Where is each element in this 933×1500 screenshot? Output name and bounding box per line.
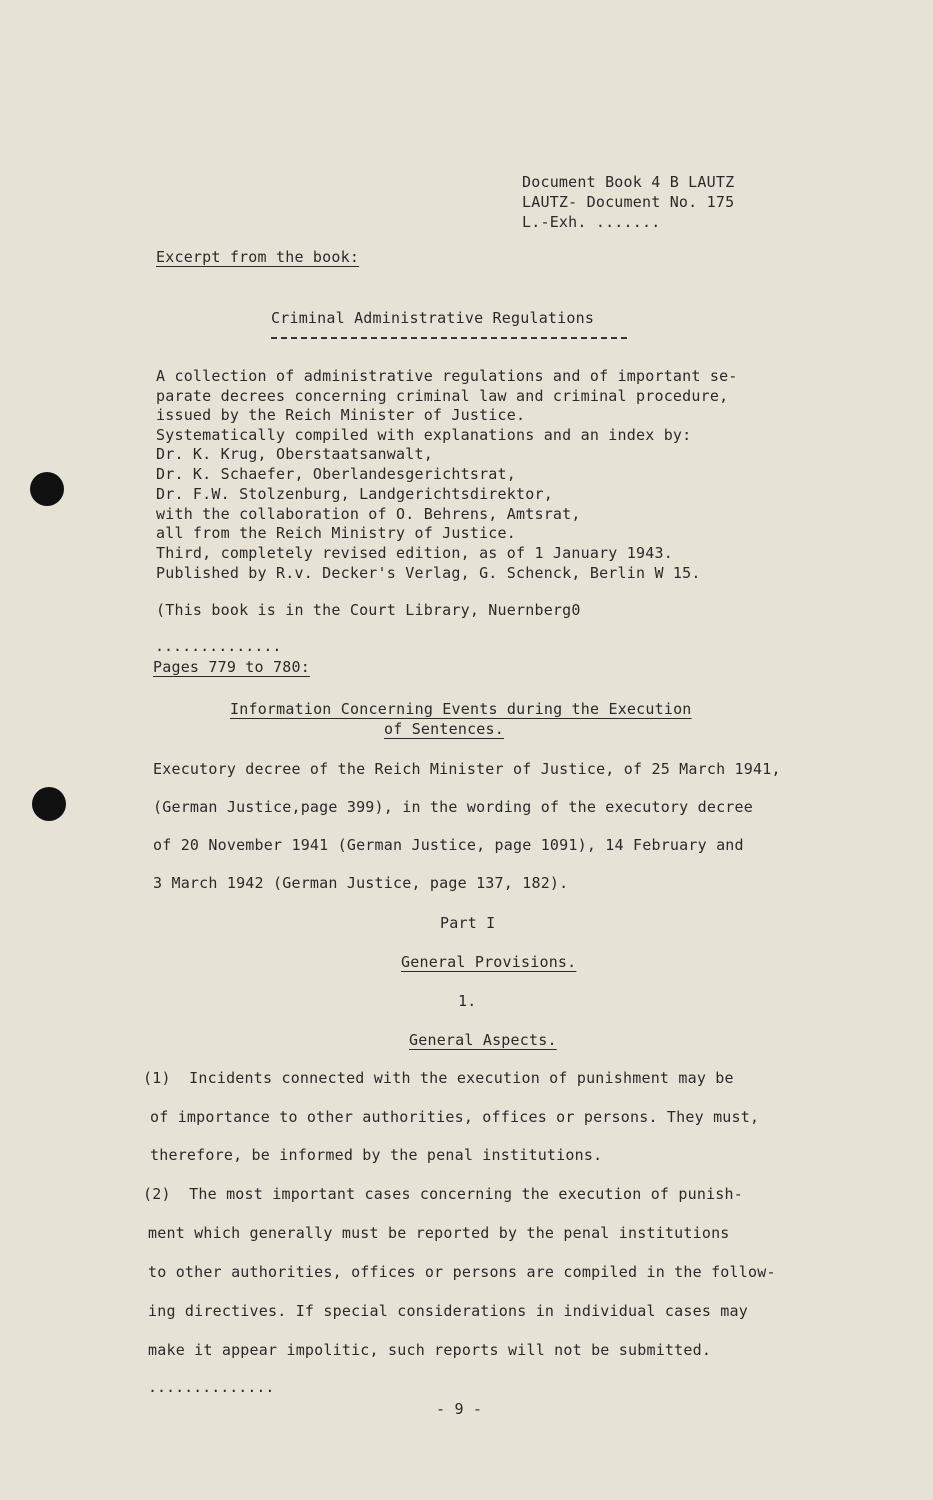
paragraph-line: ment which generally must be reported by the penal institutions xyxy=(148,1224,730,1242)
decree-line: of 20 November 1941 (German Justice, page 1091), 14 February and xyxy=(153,836,744,854)
book-title: Criminal Administrative Regulations xyxy=(271,309,595,327)
section-number: 1. xyxy=(458,992,477,1010)
part-heading: Part I xyxy=(440,914,496,932)
book-line: Systematically compiled with explanations and an index by: xyxy=(156,426,692,444)
paragraph-line: of importance to other authorities, offices or persons. They must, xyxy=(150,1108,760,1126)
title-dashed-rule xyxy=(271,337,627,339)
decree-line: (German Justice,page 399), in the wording of the executory decree xyxy=(153,798,753,816)
general-aspects-heading: General Aspects. xyxy=(409,1031,557,1049)
separator-dots: .............. xyxy=(155,637,282,655)
book-line: issued by the Reich Minister of Justice. xyxy=(156,406,526,424)
book-line: with the collaboration of O. Behrens, Amtsrat, xyxy=(156,505,581,523)
header-line-3: L.-Exh. ....... xyxy=(522,213,661,231)
section-title-line-1: Information Concerning Events during the Execution xyxy=(230,700,692,718)
general-provisions-heading: General Provisions. xyxy=(401,953,577,971)
paragraph-line: ing directives. If special considerations in individual cases may xyxy=(148,1302,748,1320)
header-line-1: Document Book 4 B LAUTZ xyxy=(522,173,735,191)
book-line: all from the Reich Ministry of Justice. xyxy=(156,524,516,542)
book-line: Published by R.v. Decker's Verlag, G. Schenck, Berlin W 15. xyxy=(156,564,701,582)
book-line: Dr. F.W. Stolzenburg, Landgerichtsdirektor, xyxy=(156,485,553,503)
pages-label: Pages 779 to 780: xyxy=(153,658,310,676)
punch-hole-bottom xyxy=(32,787,66,821)
paragraph-line: (1) Incidents connected with the execution of punishment may be xyxy=(143,1069,734,1087)
book-line: Dr. K. Krug, Oberstaatsanwalt, xyxy=(156,445,433,463)
decree-line: 3 March 1942 (German Justice, page 137, 182). xyxy=(153,874,569,892)
header-line-2: LAUTZ- Document No. 175 xyxy=(522,193,735,211)
page-number: - 9 - xyxy=(436,1400,483,1418)
paragraph-line: therefore, be informed by the penal institutions. xyxy=(150,1146,603,1164)
paragraph-line: to other authorities, offices or persons are compiled in the follow- xyxy=(148,1263,776,1281)
punch-hole-top xyxy=(30,472,64,506)
paragraph-line: make it appear impolitic, such reports will not be submitted. xyxy=(148,1341,712,1359)
excerpt-label: Excerpt from the book: xyxy=(156,248,360,266)
library-note: (This book is in the Court Library, Nuernberg0 xyxy=(156,601,581,619)
section-title-line-2: of Sentences. xyxy=(384,720,504,738)
separator-dots-bottom: .............. xyxy=(148,1378,275,1396)
book-line: Dr. K. Schaefer, Oberlandesgerichtsrat, xyxy=(156,465,516,483)
book-line: A collection of administrative regulations and of important se- xyxy=(156,367,738,385)
paragraph-line: (2) The most important cases concerning the execution of punish- xyxy=(143,1185,743,1203)
book-line: Third, completely revised edition, as of 1 January 1943. xyxy=(156,544,673,562)
book-line: parate decrees concerning criminal law and criminal procedure, xyxy=(156,387,729,405)
decree-line: Executory decree of the Reich Minister of Justice, of 25 March 1941, xyxy=(153,760,781,778)
